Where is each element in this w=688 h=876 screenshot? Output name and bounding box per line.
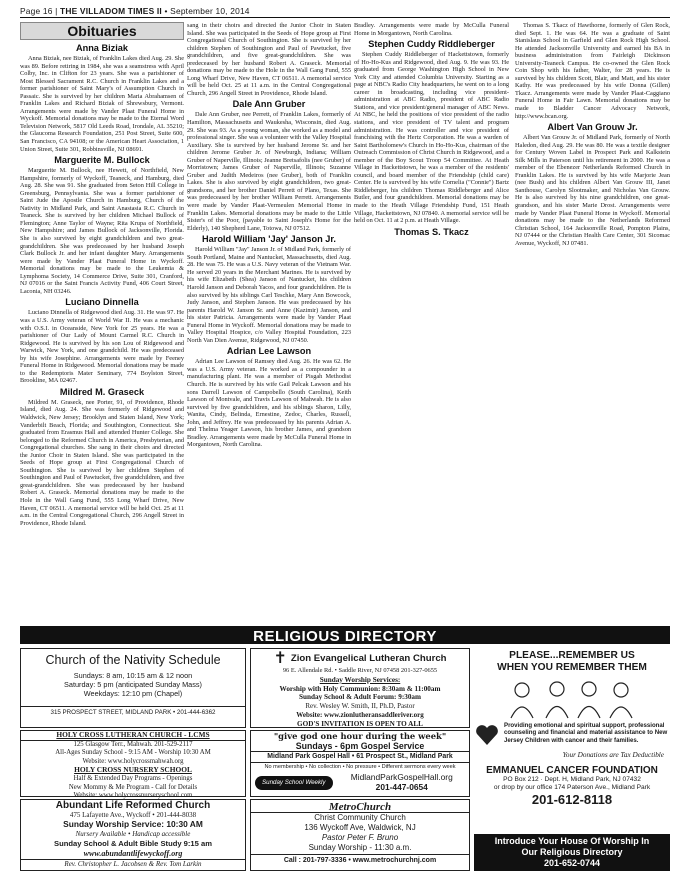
obit-text: Luciano Dinnella of Ridgewood died Aug. 31. He was 97. He was a U.S. Army veteran of World War II. He was a mechanic with O.S.I. in Oceanside, New York for 25 years. He was a parishioner of Our Lady of Mount Carmel R.C. Church in Ridgewood. He is survived by his son Lou of Ridgewood and Warwick, New York, and one grandchild. He was predeceased by his wife Josephine. Arrangements were made by Feeney Funeral Home in Ridgewood. Memorial donations may be made to the Redemptoris Mater Seminary, 774 Boylston Street, Brookline, MA 02467. [20,309,184,385]
abundant-title: Abundant Life Reformed Church [55,800,211,811]
nursery-title: HOLY CROSS NURSERY SCHOOL [74,765,192,775]
obituaries-column-3 [354,22,670,622]
zion-website[interactable]: Website: www.zionlutheransaddleriver.org [296,710,424,719]
metro-worship: Sunday Worship - 11:30 a.m. [308,843,412,852]
tax-deductible: Your Donations are Tax Deductible [562,751,664,759]
obit-name: Thomas S. Tkacz [394,226,469,237]
page-header: Page 16 | THE VILLADOM TIMES II • September 10, 2014 [20,6,670,18]
gospel-location: Midland Park Gospel Hall • 61 Prospect St., Midland Park [251,751,469,763]
introduce-line-1: Introduce Your House Of Worship In [494,836,650,846]
gospel-phone: 201-447-0654 [375,781,428,792]
zion-address: 96 E. Allendale Rd. • Saddle River, NJ 07458 201-327-0655 [282,667,438,674]
holy-cross-ad [20,730,246,800]
cancer-foundation-ad [474,648,670,871]
header-rule [20,17,670,18]
nativity-ad [20,648,246,728]
holy-cross-website[interactable]: Website: www.holycrossmahwah.org [82,757,184,765]
page-number: Page 16 [20,6,53,16]
abundant-nursery: Nursery Available • Handicap accessible [75,829,191,838]
gospel-service: Sundays - 6pm Gospel Service [295,740,425,751]
holy-cross-address: 125 Glasgow Terr., Mahwah. 201-529-2117 [73,740,193,748]
obit-name: Stephen Cuddy Riddleberger [368,39,495,50]
obit-text-continued: Bradley. Arrangements were made by McCulla Funeral Home in Morgantown, North Carolina. [354,22,509,37]
nativity-sundays: Sundays: 8 am, 10:15 am & 12 noon [73,671,193,680]
obituaries-column-1 [20,22,184,527]
obit-text: Thomas S. Tkacz of Hawthorne, formerly of Glen Rock, died Sept. 1. He was 64. He was a graduate of Saint Stanislaus School in Garfield and Glen Rock High School. He attended Jacksonville University and earned his BA in business administration from Fairleigh Dickinson University-Teaneck Campus. He co-owned the Glen Rock Coin Shop with his father, Walter, for 28 years. He is survived by his children Scott, Blair, and Matt, and his sister Kathy. He was predeceased by his wife Donna (Gillen) Tkacz. Arrangements were made by Vander Plaat-Caggiano Funeral Home in Fair Lawn. Memorial donations may be made to Bladder Cancer Advocacy Network, http://www.bcan.org. [515,22,670,120]
zion-title: Zion Evangelical Lutheran Church [290,652,447,664]
obit-text: Adrian Lee Lawson of Ramsey died Aug. 26. He was 62. He was a U.S. Army veteran. He worked as a compounder in a manufacturing plant. He was a member of Pisgah Methodist Church. He is survived by his wife Gail Pelcak Lawson and his sons Darrell Lawson of Campobello (South Carolina), Keith Lawson of Montvale, and Travis Lawson of Mahwah. He is also survived by five grandchildren, and his siblings Sharon, Lilly, Wanita, Cindy, Belinda, Ernestine, Zedoc, Charles, Russell, John, and Jeffrey. He was predeceased by his parents Adrian A. and Thelma Yeager Lawson, his brother James, and grandson Bradley. Arrangements were made by McCulla Funeral Home in Morgantown, North Carolina. [187,358,351,449]
obit-text: Dale Ann Gruber, nee Perrett, of Franklin Lakes, formerly of Hamilton, Massachusetts and Waukesha, Wisconsin, died Aug. 29. She was 93. As a young woman, she worked as a model and professional singer. She was a volunteer with the Valley Hospital Auxiliary. She is survived by her husband Jerome Sr. and her children Jerome Gruber Jr. of Newburgh, Indiana; William Gruber of Naperville, Illinois; Jeanne Bretsafolis (nee Gruber) of Morristown; James Gruber of Naperville, Illinois; Suzanne Gruber and Judith Medeiros (nee Gruber), both of Franklin Lakes. She is also survived by eight grandchildren, two great-grandsons, and her brother Daniel Perrett of Plano, Texas. She was predeceased by her brother William Perrett. Arrangements were made by Vander Plaat-Vermeulen Memorial Home in Franklin Lakes. Memorial donations may be made to the Little Sister's of the Poor, (payable to Saint Joseph's Home for the Elderly), 140 Shepherd Lane, Totowa, NJ 07512. [187,111,351,232]
obit-name: Anna Biziak [75,43,129,53]
abundant-website[interactable]: www.abundantlifewyckoff.org [83,848,183,858]
abundant-life-ad [20,799,246,871]
cancer-headline-1: PLEASE...REMEMBER US [509,650,635,661]
heart-hands-icon [474,722,500,748]
abundant-sunday-school: Sunday School & Adult Bible Study 9:15 am [54,839,212,849]
abundant-worship: Sunday Worship Service: 10:30 AM [63,819,203,830]
abundant-address: 475 Lafayette Ave., Wyckoff • 201-444-8038 [69,810,197,819]
obituaries-column-2 [187,22,351,622]
zion-services-heading: Sunday Worship Services: [319,675,401,684]
heart-icon [474,722,500,748]
nativity-title: Church of the Nativity Schedule [45,653,221,667]
gospel-hall-ad [250,730,470,797]
nursery-website[interactable]: Website: www.holycrossnurseryschool.com [73,792,193,800]
zion-invitation: GOD'S INVITATION IS OPEN TO ALL [297,719,423,728]
introduce-house-box [474,834,670,871]
holy-cross-title: HOLY CROSS LUTHERAN CHURCH - LCMS [21,731,245,741]
foundation-dropoff: or drop by our office 174 Paterson Ave., Midland Park [493,784,651,791]
issue-date: September 10, 2014 [170,6,250,16]
obit-name: Harold William 'Jay' Janson Jr. [202,234,336,245]
metro-church-ad [250,799,470,871]
obit-name: Dale Ann Gruber [232,99,306,110]
obit-name: Adrian Lee Lawson [226,346,312,357]
introduce-phone: 201-652-0744 [543,858,601,868]
zion-pastor: Rev. Wesley W. Smith, II, Ph.D, Pastor [305,702,415,711]
foundation-phone: 201-612-8118 [531,792,613,807]
religious-directory-banner: RELIGIOUS DIRECTORY [20,626,670,644]
zion-ad [250,648,470,728]
obit-text: Mildred M. Graseck, nee Porter, 91, of Providence, Rhode Island, died Aug. 24. She was formerly of Ridgewood and Waldwick, New Jersey; Brooklyn and Staten Island, New York; Vanderbilt Beach, Florida; and Southington, Connecticut. She graduated from Erasmus Hall and attended Hunter College. She belonged to the Reformed Church in America, Presbyterian, and Congregational churches. She sang in their choirs and directed the Junior Choir in Staten Island. She was participated in the Seeds of Hope group at First Congregational Church of Southington. She is survived by her children Stephen of Southington and Paul of Pawtucket, five grandchildren, and five great-grandchildren. She was predeceased by her husband Robert A. Graseck. Memorial donations may be made to the Hole in the Wall Gang Fund, 555 Long Wharf Drive, New Haven, CT 06511. A memorial service will be held Oct. 25 at 11 a.m. in the Central Congregational Church, 296 Angell Street in Providence, Rhode Island. [20,398,184,527]
gospel-tagline: "give god one hour during the week" [273,731,447,741]
sunday-school-badge: Sunday School Weekly [255,776,333,790]
gospel-no-membership: No membership • No collection • No pressure • Different sermons every week [264,763,456,770]
obit-text-continued: sang in their choirs and directed the Junior Choir in Staten Island. She was participated in the Seeds of Hope group at First Congregational Church of Southington. She is survived by her children Stephen of Southington and Paul of Pawtucket, five grandchildren, and five great-grandchildren. She was predeceased by her husband Robert A. Graseck. Memorial donations may be made to the Hole in the Wall Gang Fund, 555 Long Wharf Drive, New Haven, CT 06511. A memorial service will be held Oct. 25 at 11 a.m. in the Central Congregational Church, 296 Angell Street in Providence, Rhode Island. [187,22,351,97]
metro-pastor: Pastor Peter F. Bruno [321,833,399,842]
cancer-description: Providing emotional and spiritual support, professional counseling and financial and material assistance to New Jersey Children with cancer and their families. [504,722,668,744]
nativity-address: 315 PROSPECT STREET, MIDLAND PARK • 201-444-6362 [21,706,245,716]
obit-text: Stephen Cuddy Riddleberger of Hackettstown, formerly of Ho-Ho-Kus and Ridgewood, died Aug. 9. He was 93. He graduated from George Washington High School in New York City and attended Columbia University. Starting as a page at NBC's Radio City headquarters, he went on to a long career in broadcasting, including vice president-administration at ABC Radio, president of ABC Radio Stations, and vice president/general manager of ABC News. At NBC, he held the positions of vice president of the radio stations, and vice president of TV talent and program administration. He was controller and vice president of franchising with the Hertz Corporation. He was a warden of Saint Bartholomew's Church in Ho-Ho-Kus, chairman of the Outreach Commission of Christ Church in Ridgewood, and a member of the Boy Scout Troop 54 Committee. At Heath Village in Hackettstown, he was a member of the residents' council, and board member of the Friendship (child care) Center. He is survived by his wife Cornelia ("Connie") Bartz Riddleberger, his children Thomas Riddleberger and Alice Butler, and four grandchildren. Memorial donations may be made to the Heath Village Friendship Fund, 151 Heath Village, Hackettstown, NJ 07840. A memorial service will be held on Oct. 11 at 2 p.m. at Heath Village. [354,51,509,225]
obit-text: Marguerite M. Bullock, nee Hewett, of Northfield, New Hampshire, formerly of Wyckoff, Teaneck, and Hamburg, died Aug. 28. She was 91. She graduated from Seton Hill College in Greensburg, Pennsylvania. She was a former parishioner of Saint Jude the Apostle Church in Hamburg, Church of the Nativity in Midland Park, and Saint Anastasia R.C. Church in Teaneck. She is survived by her children Michael Bullock of Flemington; Anne Taylor of Wayne; Rita Krupa of Northfield, New Hampshire; and James Bullock of Jacksonville, Florida. She is also survived by eight grandchildren and two great-grandchildren. She was predeceased by her husband Joseph Clark Bullock Jr. and her infant daughter Mary. Arrangements were made by Vander Plaat Funeral Home in Wyckoff. Memorial donations may be made to the Leukemia & Lymphoma Society, 14 Commerce Drive, Suite 301, Cranford, NJ 07016 or the Saint Francis Activity Fund, 406 Court Street, Laconia, NH 03246. [20,167,184,295]
metro-contact: Call : 201-797-3336 • www.metrochurchnj.com [251,854,469,866]
cross-icon: ✝ [273,650,287,667]
obit-name: Marguerite M. Bullock [54,155,150,166]
metro-subtitle: Christ Community Church [314,813,406,822]
foundation-po-box: PO Box 212 · Dept. H, Midland Park, NJ 07432 [503,776,641,783]
nativity-weekdays: Weekdays: 12:10 pm (Chapel) [83,689,183,698]
abundant-pastors: Rev. Christopher L. Jacobsen & Rev. Tom Larkin [21,859,245,870]
children-illustration [497,678,647,718]
nursery-mommy: New Mommy & Me Program - Call for Details [68,783,198,791]
obit-text: Albert Van Grouw Jr. of Midland Park, formerly of North Haledon, died Aug. 29. He was 80. He was a textile designer for Century Woven Label in Prospect Park and Kalkstein Silk Mills in Paterson until his retirement in 2000. He was a member of the Ebenezer Netherlands Reformed Church in Franklin Lakes. He is survived by his wife Marjorie Jean (nee Bush) and his children Albert Van Grouw III, Janet Santhouse, Carolyn Slootmaker, and Nicholas Van Grouw. He is also survived by his nine grandchildren, one great-grandson, and his sister Marie Drost. Arrangements were made by Vander Plaat Funeral Home in Wyckoff. Memorial donations may be made to the Netherlands Reformed Christian School, 164 Jacksonville Road, Pompton Plains, NJ 07444 or the Christian Health Care Center, 301 Sicomac Avenue, Wyckoff, NJ 07481. [515,134,670,247]
obit-name: Albert Van Grouw Jr. [547,122,638,133]
zion-sunday-school: Sunday School & Adult Forum: 9:30am [298,693,421,702]
introduce-line-2: Our Religious Directory [521,847,623,857]
metro-address: 136 Wyckoff Ave, Waldwick, NJ [304,823,416,832]
cancer-headline-2: WHEN YOU REMEMBER THEM [497,662,647,673]
obit-text: Anna Biziak, nee Biziak, of Franklin Lakes died Aug. 29. She was 89. Before retiring in 1984, she was a seamstress with April Colby, Inc. in Clifton for 23 years. She was a parishioner of Most Blessed Sacrament R.C. Church in Franklin Lakes and a former parishioner of Saint Mary's of Assumption Church in Passaic. She is survived by her children Maria Abrahamsen of Franklin Lakes and Richard Biziak of Shrewsbury, Vermont. Arrangements were made by Vander Plaat Funeral Home in Wyckoff. Memorial donations may be made to the Eternal Word Television Network, 5817 Old Leeds Road, Irondale, AL 35210; the Glaucoma Research Foundation, 251 Post Street, Suite 600, San Francisco, CA 94108; or the American Heart Association, 1 Union Street, Suite 301, Robbinsville, NJ 08691. [20,55,184,153]
holy-cross-worship: All-Ages Sunday School - 9:15 AM - Worship 10:30 AM [55,749,211,757]
obituaries-banner: Obituaries [20,22,184,40]
children-drawing-icon [497,678,647,718]
foundation-name: EMMANUEL CANCER FOUNDATION [486,765,658,776]
nativity-saturday: Saturday: 5 pm (anticipated Sunday Mass) [64,680,202,689]
obit-name: Mildred M. Graseck [59,386,145,397]
obit-name: Luciano Dinnella [65,297,139,308]
nursery-programs: Half & Extended Day Programs - Openings [73,774,193,782]
zion-worship: Worship with Holy Communion: 8:30am & 11:00am [279,684,441,693]
obit-text: Harold William "Jay" Janson Jr. of Midland Park, formerly of South Portland, Maine and Nantucket, Massachusetts, died Aug. 28. He was 75. He was a U.S. Navy veteran of the Vietnam War. He served 20 years in the Merchant Marines. He is survived by his wife Elizabeth (Shea) Janson of Nantucket, his children Harold Janson and Deborah Yacos, and four grandchildren. He is also survived by his siblings Carl Teschke, Mary Ann Bowcock, Judy Janson, and Stephen Janson. He was predeceased by his parents Harold W. Janson Sr. and Anne (Kazimir) Janson, and his sister Patricia. Arrangements were made by Vander Plaat Funeral Home in Wyckoff. Memorial donations may be made to Valley Hospital Hospice, c/o Valley Hospital Foundation, 223 North Van Dien Avenue, Ridgewood, NJ 07450. [187,246,351,344]
metro-title: MetroChurch [251,802,469,813]
paper-name: THE VILLADOM TIMES II [60,6,162,16]
gospel-website[interactable]: MidlandParkGospelHall.org [350,772,453,783]
